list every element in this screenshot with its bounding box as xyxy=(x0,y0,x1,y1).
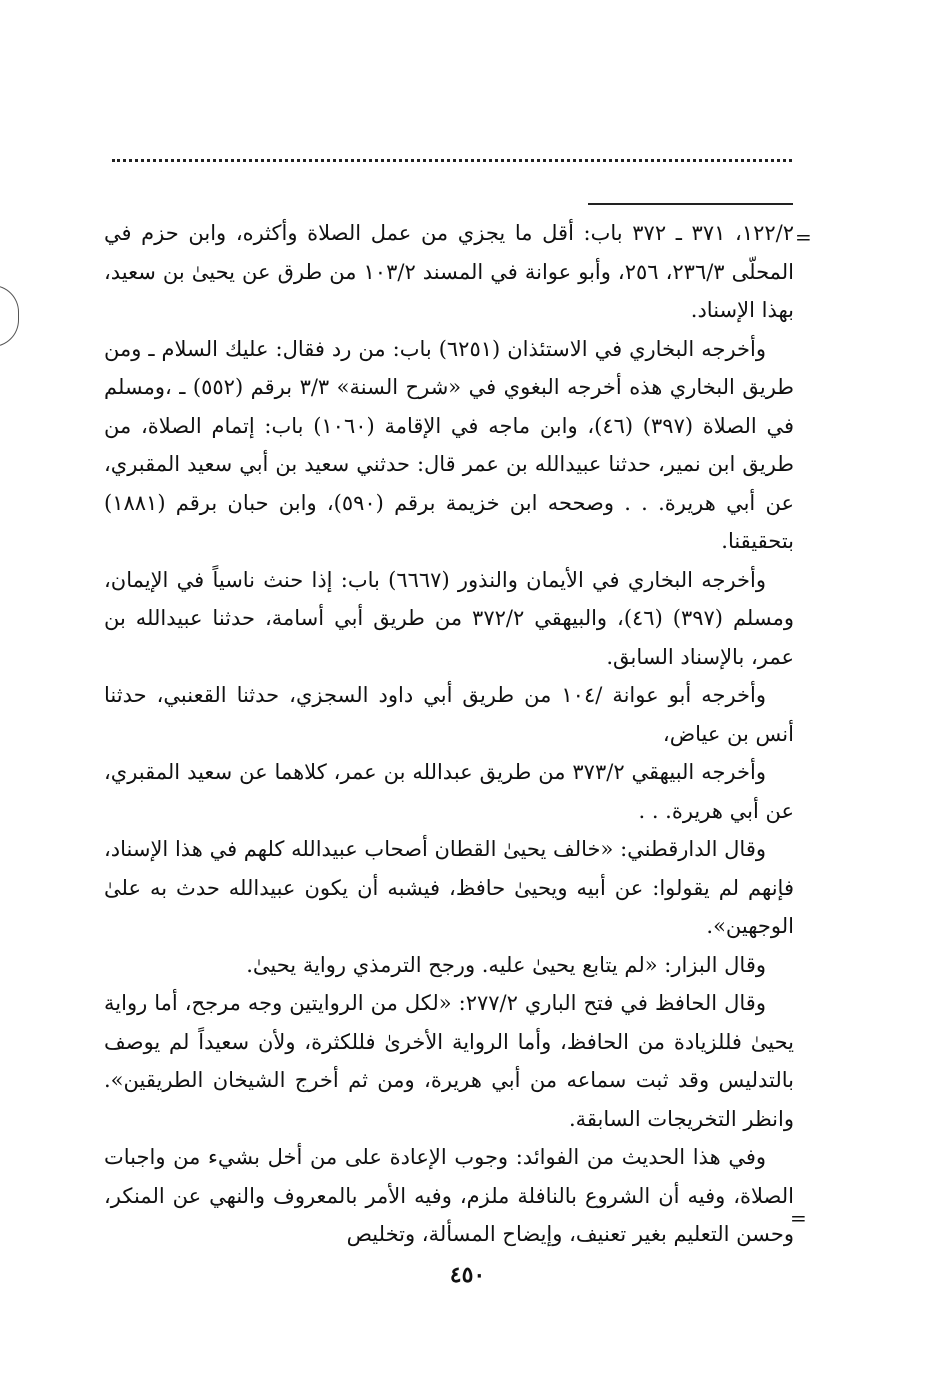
top-dotted-separator xyxy=(112,159,792,162)
footnote-paragraph: وقال الحافظ في فتح الباري ٢٧٧/٢: «لكل من الروايتين وجه مرجح، أما رواية يحيىٰ فللزيادة من الحافظ، وأما الرواية الأخرىٰ فللكثرة، ولأن سعيداً لم يوصف بالتدليس وقد ثبت سماعه من أبي هريرة، ومن ثم أخرج الشيخان الطريقين». وانظر التخريجات السابقة. xyxy=(104,991,794,1131)
footnote-paragraph: وأخرجه البيهقي ٣٧٣/٢ من طريق عبدالله بن عمر، كلاهما عن سعيد المقبري، عن أبي هريرة. . . xyxy=(104,760,794,823)
footnote-paragraph: وقال الدارقطني: «خالف يحيىٰ القطان أصحاب عبيدالله كلهم في هذا الإسناد، فإنهم لم يقولوا: عن أبيه ويحيىٰ حافظ، فيشبه أن يكون عبيدالله حدث به علىٰ الوجهين». xyxy=(104,837,794,938)
footnote-paragraph: وأخرجه أبو عوانة /١٠٤ من طريق أبي داود السجزي، حدثنا القعنبي، حدثنا أنس بن عياض، xyxy=(104,683,794,746)
footnote-paragraph: ١٢٢/٢، ٣٧١ ـ ٣٧٢ باب: أقل ما يجزي من عمل الصلاة وأكثره، وابن حزم في المحلّى ٢٣٦/٣، ٢٥٦، وأبو عوانة في المسند ١٠٣/٢ من طرق عن يحيىٰ بن سعيد، بهذا الإسناد. xyxy=(104,221,795,322)
footnote-text-block xyxy=(104,214,794,1254)
footnote-paragraph: وأخرجه البخاري في الأيمان والنذور (٦٦٦٧) باب: إذا حنث ناسياً في الإيمان، ومسلم (٣٩٧) (٤٦)، والبيهقي ٣٧٢/٢ من طريق أبي أسامة، حدثنا عبيدالله بن عمر، بالإسناد السابق. xyxy=(104,567,794,669)
footnote-paragraph: وقال البزار: «لم يتابع يحيىٰ عليه. ورجح الترمذي رواية يحيىٰ. xyxy=(246,952,766,977)
footnote-paragraph: وفي هذا الحديث من الفوائد: وجوب الإعادة على من أخل بشيء من واجبات الصلاة، وفيه أن الشروع بالنافلة ملزم، وفيه الأمر بالمعروف والنهي عن المنكر، وحسن التعليم بغير تعنيف، وإيضاح المسألة، وتخليص xyxy=(104,1145,794,1246)
continuation-marker-start: = xyxy=(795,225,812,249)
continuation-marker-end: = xyxy=(790,1206,807,1230)
footnote-paragraph: وأخرجه البخاري في الاستئذان (٦٢٥١) باب: من رد فقال: عليك السلام ـ ومن طريق البخاري هذه أخرجه البغوي في «شرح السنة» ٣/٣ برقم (٥٥٢) ـ ،ومسلم في الصلاة (٣٩٧) (٤٦)، وابن ماجه في الإقامة (١٠٦٠) باب: إتمام الصلاة، من طريق ابن نمير، حدثنا عبيدالله بن عمر قال: حدثني سعيد بن أبي سعيد المقبري، عن أبي هريرة. . . وصححه ابن خزيمة برقم (٥٩٠)، وابن حبان برقم (١٨٨١) بتحقيقنا. xyxy=(104,336,795,553)
page-number: ٤٥٠ xyxy=(449,1262,486,1288)
page-binding-edge xyxy=(0,285,19,347)
footnote-separator-line xyxy=(588,203,793,205)
